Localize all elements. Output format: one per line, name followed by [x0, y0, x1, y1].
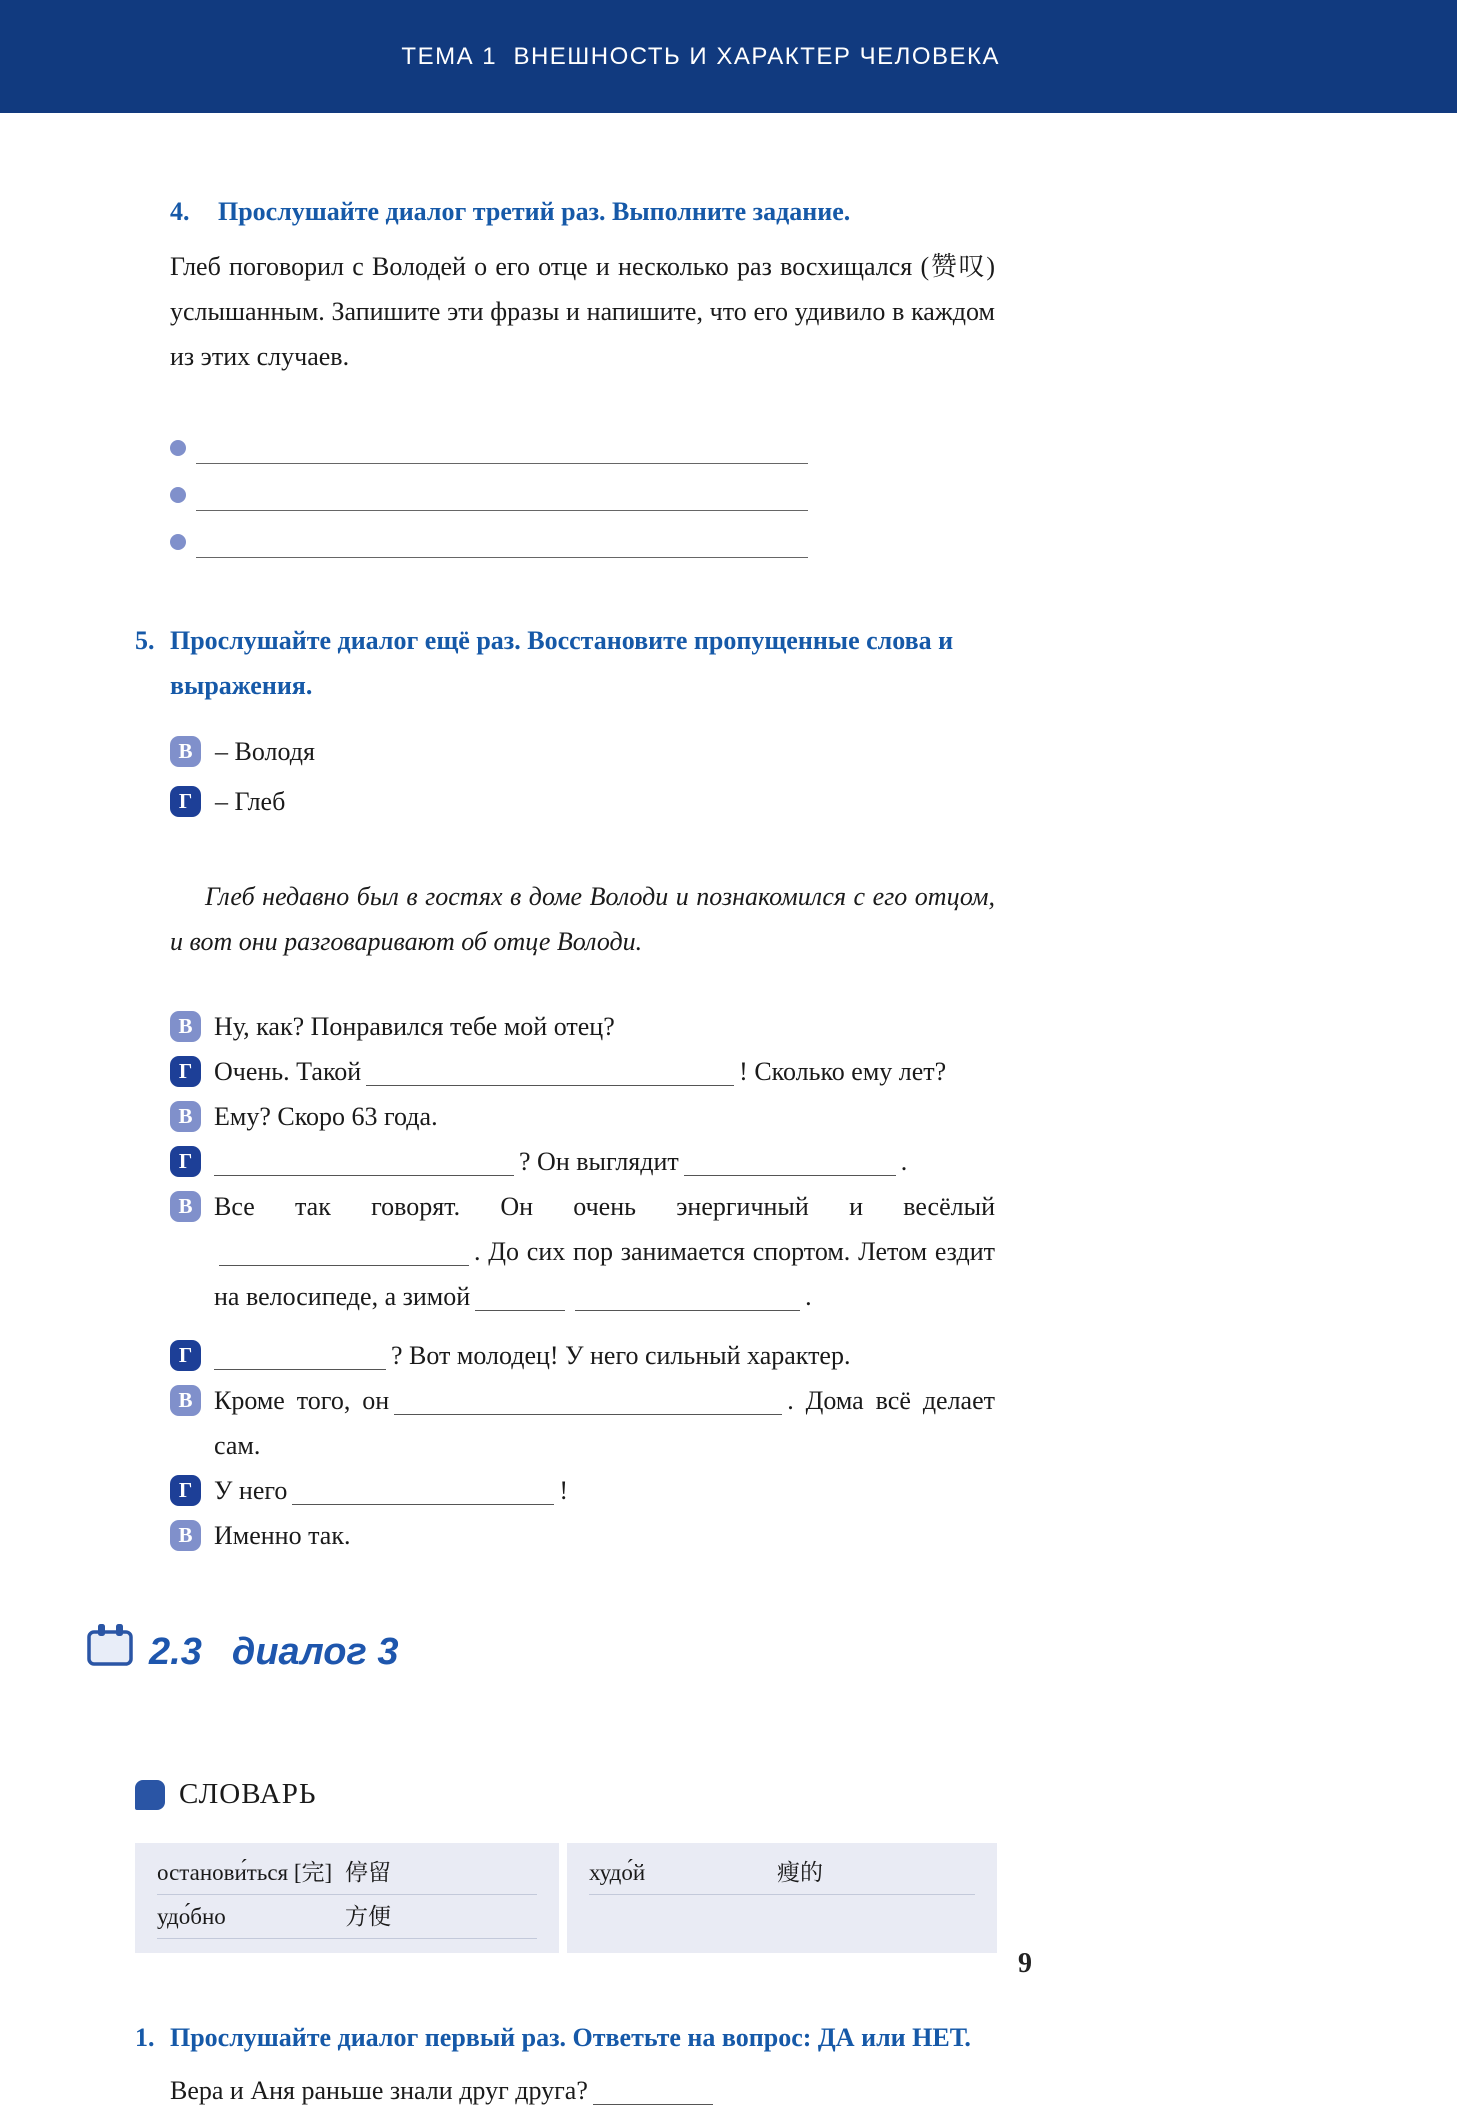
speaker-badge-g: Г: [170, 786, 201, 817]
dialog-segment: Все так говорят. Он очень энергичный и весёлый: [214, 1192, 995, 1221]
speaker-badge-v: В: [170, 736, 201, 767]
task-5-number: 5.: [135, 626, 155, 655]
fill-in-blank: [366, 1085, 734, 1086]
task-4-heading: [135, 189, 1000, 234]
dialog-line: [170, 1139, 995, 1184]
dialog-line: [170, 1049, 995, 1094]
vocab-word: останови́ться [完]: [157, 1860, 333, 1885]
dialog-segment: Именно так.: [214, 1521, 351, 1550]
vocab-translation: 瘦的: [777, 1860, 823, 1885]
vocab-row: [157, 1851, 537, 1895]
fill-in-blank: [575, 1310, 800, 1311]
dialog-text: [214, 1333, 995, 1378]
task-1: [135, 2015, 1000, 2113]
dialog-text: [214, 1513, 995, 1558]
dialog-segment: Ему? Скоро 63 года.: [214, 1102, 438, 1131]
dialog-segment: .: [805, 1282, 812, 1311]
task-1-question: [170, 2068, 1000, 2113]
chapter-header-bar: [0, 0, 1457, 113]
dialog-intro: Глеб недавно был в гостях в доме Володи и познакомился с его отцом, и вот они разговаривают об отце Володи.: [170, 882, 995, 956]
task-4: [135, 189, 1000, 558]
bullet-icon: [170, 487, 186, 503]
bullet-icon: [170, 534, 186, 550]
vocab-panel-left: [135, 1843, 559, 1953]
dialog-text: [214, 1094, 995, 1139]
vocab-title: СЛОВАРЬ: [179, 1778, 317, 1810]
dialog: [170, 1004, 995, 1558]
speaker-badge-g: Г: [170, 1056, 201, 1087]
dialog-segment: . До сих пор занимается спортом. Летом ездит на велосипеде, а зимой: [214, 1237, 995, 1311]
vocabulary-heading: [135, 1772, 1000, 1817]
speaker-badge-g: Г: [170, 1475, 201, 1506]
calendar-icon: [85, 1622, 135, 1682]
vocab-table: [135, 1843, 1000, 1953]
dialog-text: [214, 1378, 995, 1468]
dialog-segment: !: [559, 1476, 569, 1505]
dialog-segment: ? Он выглядит: [519, 1147, 679, 1176]
fill-in-blank: [214, 1175, 514, 1176]
dialog-segment: Очень. Такой: [214, 1057, 362, 1086]
legend-row: [170, 726, 1000, 776]
dialog-segment: Кроме того, он: [214, 1386, 390, 1415]
dialog-segment: .: [900, 1147, 908, 1176]
fill-in-blank: [292, 1504, 554, 1505]
dialog-segment: ! Сколько ему лет?: [739, 1057, 947, 1086]
vocab-marker-icon: [135, 1780, 165, 1810]
fill-in-blank: [219, 1265, 469, 1266]
answer-line-row: [170, 464, 1000, 511]
task-4-title: Прослушайте диалог третий раз. Выполните задание.: [218, 197, 851, 226]
dialog-text: [214, 1004, 995, 1049]
vocab-word: удо́бно: [157, 1904, 226, 1929]
speaker-badge-v: В: [170, 1101, 201, 1132]
section-title: диалог 3: [231, 1630, 399, 1673]
task-4-instructions: Глеб поговорил с Володей о его отце и несколько раз восхищался (赞叹) услышанным. Запишите эти фразы и напишите, что его удивило в каждом из этих случаев.: [170, 252, 995, 371]
dialog-segment: ? Вот молодец! У него сильный характер.: [391, 1341, 851, 1370]
fill-in-blank: [593, 2104, 713, 2105]
task-1-heading: [135, 2015, 1000, 2060]
task-4-number: 4.: [170, 197, 190, 226]
dialog-line: [170, 1468, 995, 1513]
section-2-3-header: [85, 1622, 1000, 1682]
answer-blank: [196, 475, 808, 511]
task-4-answer-lines: [170, 417, 1000, 558]
task-1-number: 1.: [135, 2023, 155, 2052]
answer-line-row: [170, 511, 1000, 558]
answer-line-row: [170, 417, 1000, 464]
bullet-icon: [170, 440, 186, 456]
fill-in-blank: [684, 1175, 896, 1176]
dialog-text: [214, 1184, 995, 1319]
speaker-legend: [170, 726, 1000, 826]
fill-in-blank: [214, 1369, 386, 1370]
page-number: 9: [1018, 1948, 1032, 1979]
task-5: [135, 618, 1000, 1558]
vocab-translation: 方便: [345, 1904, 391, 1929]
speaker-badge-v: В: [170, 1520, 201, 1551]
page-content: [0, 189, 1000, 2113]
dialog-line: [170, 1094, 995, 1139]
task-5-heading: [135, 618, 1000, 708]
vocab-panel-right: [567, 1843, 997, 1953]
vocab-row: [589, 1851, 975, 1895]
legend-label: – Глеб: [215, 786, 286, 816]
speaker-badge-v: В: [170, 1011, 201, 1042]
dialog-line: [170, 1184, 995, 1319]
dialog-segment: Ну, как? Понравился тебе мой отец?: [214, 1012, 615, 1041]
answer-blank: [196, 522, 808, 558]
dialog-segment: . Дома всё делает сам.: [214, 1386, 995, 1460]
dialog-line: [170, 1513, 995, 1558]
vocabulary-section: [135, 1772, 1000, 1953]
fill-in-blank: [475, 1310, 565, 1311]
answer-blank: [196, 428, 808, 464]
vocab-translation: 停留: [345, 1860, 391, 1885]
speaker-badge-v: В: [170, 1385, 201, 1416]
speaker-badge-g: Г: [170, 1146, 201, 1177]
chapter-title: ТЕМА 1 ВНЕШНОСТЬ И ХАРАКТЕР ЧЕЛОВЕКА: [401, 43, 1000, 70]
task-1-title: Прослушайте диалог первый раз. Ответьте на вопрос: ДА или НЕТ.: [170, 2023, 971, 2052]
legend-label: – Володя: [215, 736, 315, 766]
dialog-segment: У него: [214, 1476, 288, 1505]
speaker-badge-g: Г: [170, 1340, 201, 1371]
question-text: Вера и Аня раньше знали друг друга?: [170, 2076, 588, 2105]
vocab-row: [157, 1895, 537, 1939]
section-number: 2.3: [149, 1630, 202, 1673]
dialog-text: [214, 1139, 995, 1184]
vocab-word: худо́й: [589, 1860, 646, 1885]
dialog-text: [214, 1049, 995, 1094]
task-5-title: Прослушайте диалог ещё раз. Восстановите пропущенные слова и выражения.: [170, 626, 954, 700]
speaker-badge-v: В: [170, 1191, 201, 1222]
dialog-text: [214, 1468, 995, 1513]
dialog-line: [170, 1333, 995, 1378]
dialog-line: [170, 1004, 995, 1049]
fill-in-blank: [394, 1414, 782, 1415]
dialog-line: [170, 1378, 995, 1468]
legend-row: [170, 776, 1000, 826]
